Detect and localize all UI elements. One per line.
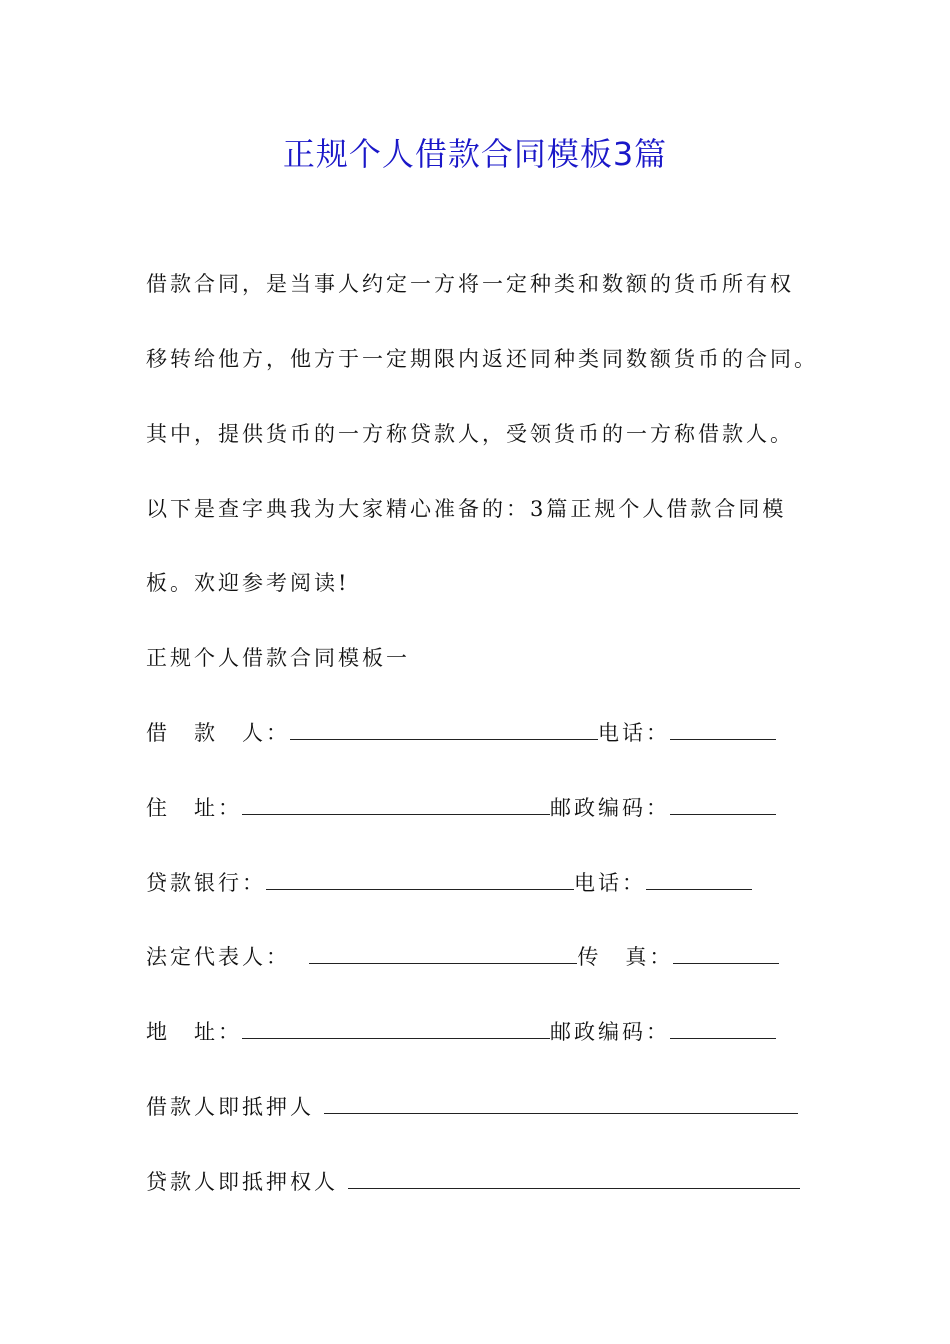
intro-line-5: 板。欢迎参考阅读!	[146, 571, 350, 595]
address-label: 住 址：	[146, 796, 242, 820]
address-row	[146, 792, 776, 824]
phone-blank[interactable]	[670, 719, 776, 740]
postcode-label: 邮政编码：	[550, 796, 670, 820]
section-heading: 正规个人借款合同模板一	[146, 646, 410, 670]
address2-label: 地 址：	[146, 1020, 242, 1044]
bank-phone-label: 电话：	[574, 871, 646, 895]
postcode2-blank[interactable]	[670, 1018, 776, 1039]
lending-bank-row	[146, 867, 752, 899]
fax-blank[interactable]	[673, 943, 779, 964]
legal-rep-blank[interactable]	[309, 943, 577, 964]
intro-line-4: 以下是查字典我为大家精心准备的：3篇正规个人借款合同模	[146, 497, 787, 521]
intro-line-3: 其中，提供货币的一方称贷款人，受领货币的一方称借款人。	[146, 422, 794, 446]
legal-rep-row	[146, 941, 779, 973]
intro-line-2: 移转给他方，他方于一定期限内返还同种类同数额货币的合同。	[146, 347, 818, 371]
lending-bank-blank[interactable]	[266, 869, 574, 890]
mortgagor-row	[146, 1091, 798, 1123]
lending-bank-label: 贷款银行：	[146, 871, 266, 895]
mortgagor-blank[interactable]	[324, 1093, 798, 1114]
legal-rep-label: 法定代表人：	[146, 945, 290, 969]
mortgagee-row	[146, 1166, 800, 1198]
fax-label: 传 真：	[577, 945, 674, 969]
mortgagee-blank[interactable]	[348, 1168, 800, 1189]
document-title: 正规个人借款合同模板3篇	[282, 135, 668, 173]
mortgagee-label: 贷款人即抵押权人	[146, 1170, 338, 1194]
borrower-row	[146, 717, 776, 749]
mortgagor-label: 借款人即抵押人	[146, 1095, 314, 1119]
postcode2-label: 邮政编码：	[550, 1020, 670, 1044]
postcode-blank[interactable]	[670, 794, 776, 815]
phone-label: 电话：	[598, 721, 670, 745]
borrower-blank[interactable]	[290, 719, 598, 740]
borrower-label: 借 款 人：	[146, 721, 290, 745]
address2-blank[interactable]	[242, 1018, 550, 1039]
address-blank[interactable]	[242, 794, 550, 815]
bank-phone-blank[interactable]	[646, 869, 752, 890]
intro-line-1: 借款合同，是当事人约定一方将一定种类和数额的货币所有权	[146, 272, 794, 296]
address2-row	[146, 1016, 776, 1048]
